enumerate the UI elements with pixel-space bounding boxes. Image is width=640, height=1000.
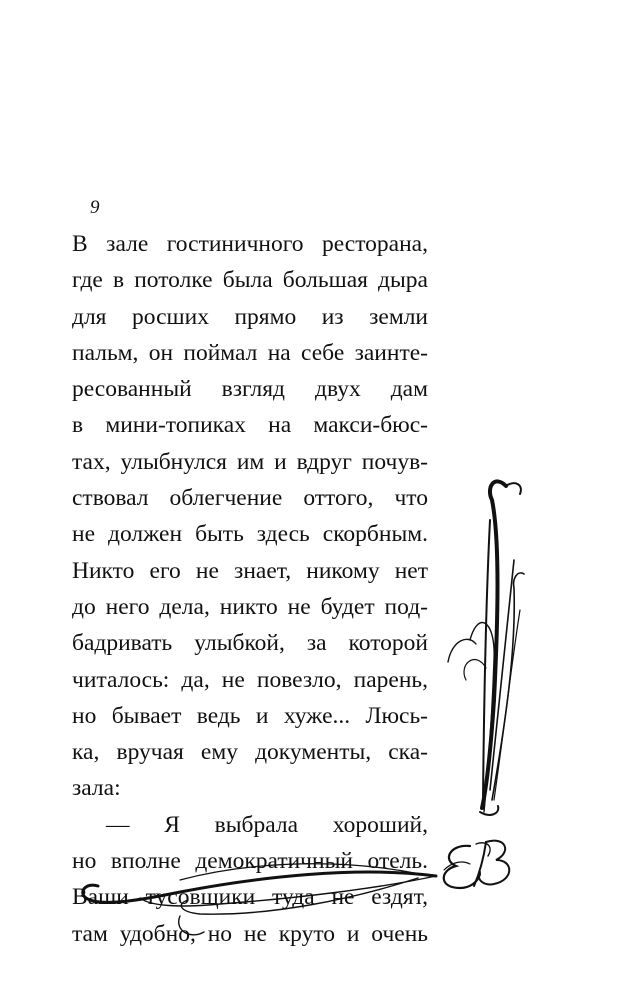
text-line: пальм, он поймал на себе заинте- [72,339,428,366]
text-line: Никто его не знает, никому нет [72,557,428,584]
vertical-flourish-icon [448,481,524,814]
text-line: для росших прямо из земли [72,303,428,330]
text-line: до него дела, никто не будет под- [72,593,428,620]
text-line: но вполне демократичный отель. [72,848,428,875]
text-line: не должен быть здесь скорбным. [72,521,428,548]
text-line: ка, вручая ему документы, ска- [72,739,428,766]
text-line: зала: [72,775,121,802]
text-line: В зале гостиничного ресторана, [72,231,428,257]
page-number: 9 [90,197,100,218]
monogram-icon [444,841,510,888]
text-line: тах, улыбнулся им и вдруг почув- [72,448,428,475]
text-line: — Я выбрала хороший, [106,811,428,838]
text-line: где в потолке была большая дыра [72,267,428,294]
text-line: ствовал облегчение оттого, что [72,485,428,512]
text-line: там удобно, но не круто и очень [72,920,428,947]
text-line: но бывает ведь и хуже... Люсь- [72,702,428,729]
text-line: бадривать улыбкой, за которой [72,630,428,657]
text-line: ресованный взгляд двух дам [72,376,428,403]
text-line: читалось: да, не повезло, парень, [72,666,428,693]
text-line: в мини-топиках на макси-бюс- [72,412,428,439]
text-line: Ваши тусовщики туда не ездят, [72,884,428,911]
body-text [72,226,428,952]
